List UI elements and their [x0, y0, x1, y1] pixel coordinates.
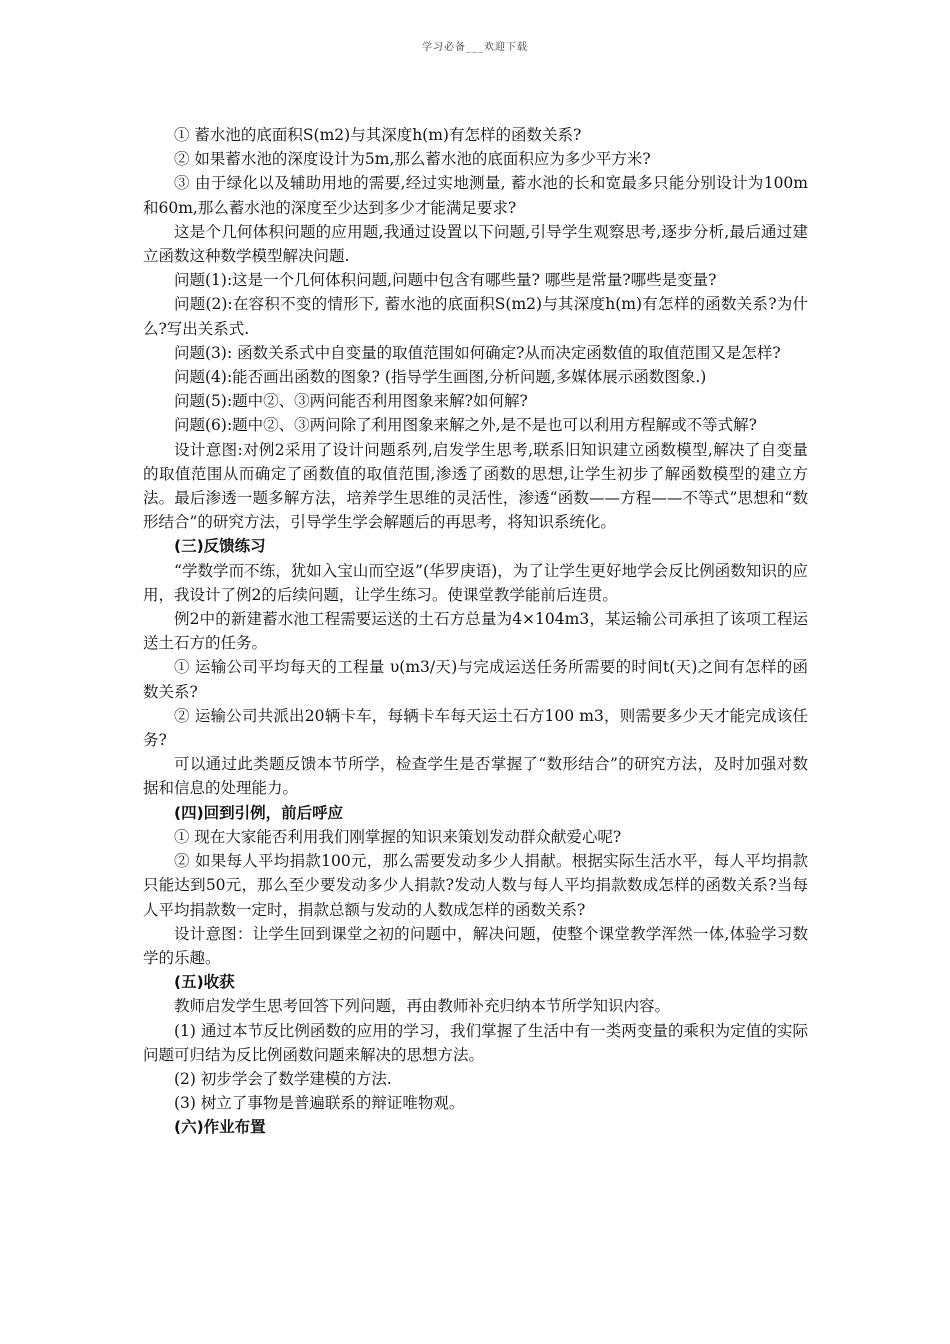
- section-heading: (三)反馈练习: [174, 537, 266, 556]
- paragraph: ① 蓄水池的底面积S(m2)与其深度h(m)有怎样的函数关系?: [174, 126, 582, 144]
- paragraph: ② 如果蓄水池的深度设计为5m,那么蓄水池的底面积应为多少平方米?: [174, 150, 651, 169]
- document-body: [143, 123, 808, 1140]
- paragraph: ① 现在大家能否利用我们刚掌握的知识来策划发动群众献爱心呢?: [174, 827, 622, 846]
- paragraph: 设计意图：让学生回到课堂之初的问题中，解决问题，使整个课堂教学浑然一体,体验学习数学的乐趣。: [143, 924, 808, 967]
- paragraph: ② 如果每人平均捐款100元，那么需要发动多少人捐献。根据实际生活水平，每人平均捐款只能达到50元，那么至少要发动多少人捐款?发动人数与每人平均捐款数成怎样的函数关系?当每人平均捐款数一定时，捐款总额与发动的人数成怎样的函数关系?: [143, 852, 808, 919]
- section-heading: (四)回到引例，前后呼应: [174, 803, 344, 822]
- paragraph: ③ 由于绿化以及辅助用地的需要,经过实地测量, 蓄水池的长和宽最多只能分别设计为100m和60m,那么蓄水池的深度至少达到多少才能满足要求?: [143, 174, 808, 217]
- paragraph: (1) 通过本节反比例函数的应用的学习，我们掌握了生活中有一类两变量的乘积为定值的实际问题可归结为反比例函数问题来解决的思想方法。: [143, 1021, 808, 1064]
- paragraph: 问题(5):题中②、③两问能否利用图象来解?如何解?: [174, 392, 528, 411]
- paragraph: 设计意图:对例2采用了设计问题系列,启发学生思考,联系旧知识建立函数模型,解决了自变量的取值范围从而确定了函数值的取值范围,渗透了函数的思想,让学生初步了解函数模型的建立方法。最后渗透一题多解方法，培养学生思维的灵活性，渗透“函数——方程——不等式”思想和“数形结合”的研究方法，引导学生学会解题后的再思考，将知识系统化。: [143, 440, 808, 532]
- paragraph: 问题(4):能否画出函数的图象? (指导学生画图,分析问题,多媒体展示函数图象.): [174, 368, 707, 387]
- paragraph: “学数学而不练，犹如入宝山而空返”(华罗庚语)，为了让学生更好地学会反比例函数知识的应用，我设计了例2的后续问题，让学生练习。使课堂教学能前后连贯。: [143, 561, 808, 604]
- paragraph: 问题(3): 函数关系式中自变量的取值范围如何确定?从而决定函数值的取值范围又是怎样?: [174, 343, 781, 362]
- paragraph: 问题(2):在容积不变的情形下, 蓄水池的底面积S(m2)与其深度h(m)有怎样的函数关系?为什么?写出关系式.: [143, 295, 808, 338]
- paragraph: (3) 树立了事物是普遍联系的辩证唯物观。: [174, 1094, 465, 1113]
- paragraph: ① 运输公司平均每天的工程量 υ(m3/天)与完成运送任务所需要的时间t(天)之间有怎样的函数关系?: [143, 658, 808, 701]
- paragraph: ② 运输公司共派出20辆卡车，每辆卡车每天运土石方100 m3，则需要多少天才能完成该任务?: [143, 706, 808, 750]
- paragraph: 可以通过此类题反馈本节所学，检查学生是否掌握了“数形结合”的研究方法，及时加强对数据和信息的处理能力。: [143, 755, 808, 798]
- paragraph: 问题(1):这是一个几何体积问题,问题中包含有哪些量? 哪些是常量?哪些是变量?: [174, 271, 717, 290]
- page-header: 学习必备___欢迎下载: [422, 42, 528, 53]
- paragraph: 例2中的新建蓄水池工程需要运送的土石方总量为4×104m3，某运输公司承担了该项工程运送土石方的任务。: [143, 610, 808, 653]
- paragraph: 教师启发学生思考回答下列问题，再由教师补充归纳本节所学知识内容。: [174, 997, 671, 1016]
- paragraph: (2) 初步学会了数学建模的方法.: [174, 1069, 392, 1088]
- section-heading: (五)收获: [174, 973, 235, 992]
- section-heading: (六)作业布置: [174, 1118, 266, 1137]
- paragraph: 问题(6):题中②、③两问除了利用图象来解之外,是不是也可以利用方程解或不等式解?: [174, 416, 757, 435]
- paragraph: 这是个几何体积问题的应用题,我通过设置以下问题,引导学生观察思考,逐步分析,最后通过建立函数这种数学模型解决问题.: [143, 222, 808, 266]
